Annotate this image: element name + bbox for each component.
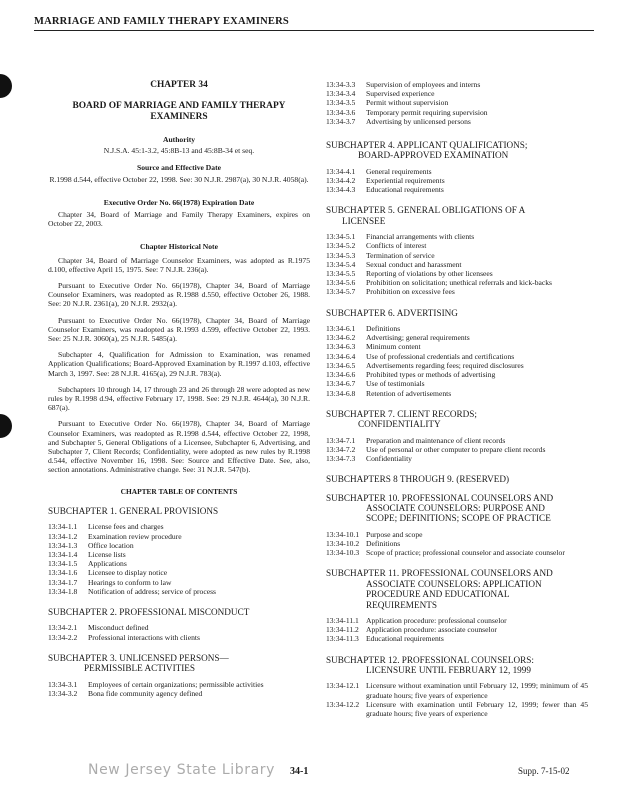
toc-item[interactable]: 13:34-1.3 Office location [48,540,134,550]
subchapter-12-title: SUBCHAPTER 12. PROFESSIONAL COUNSELORS: LICENSURE UNTIL FEBRUARY 12, 1999 [326,654,534,675]
toc-item[interactable]: 13:34-6.3 Minimum content [326,342,421,352]
toc-item[interactable]: 13:34-3.1 Employees of certain organizations; permissible activities [48,679,264,689]
toc-item[interactable]: 13:34-6.6 Prohibited types or methods of advertising [326,370,496,380]
right-column [326,80,588,729]
subchapter-5-list [326,232,588,296]
subchapter-11-list [326,616,588,644]
chapter-title: CHAPTER 34 [150,80,208,90]
subchapter-2-list [48,623,310,641]
subchapter-6-title: SUBCHAPTER 6. ADVERTISING [326,307,458,318]
toc-item[interactable]: 13:34-7.3 Confidentiality [326,453,412,463]
subchapter-5-title: SUBCHAPTER 5. GENERAL OBLIGATIONS OF A LICENSEE [326,205,526,226]
history-paragraph: Pursuant to Executive Order No. 66(1978), Chapter 34, Board of Marriage Counselor Examiners, was readopted as R.1998 d.544, effective October 22, 1998, and Subchapter 5, General Obligations of a Licensee, Subchapter 6, Advertising, and Subchapter 7, Client Records; Confidentiality, were adopted as new rules by R.1998 d.544, effective November 16, 1998. See: Source and Effective Date. See, also, section annotations. Administrative change. See: 31 N.J.R. 547(b). [48,419,310,475]
subchapter-3-continued-list [326,80,588,126]
toc-item[interactable]: 13:34-3.4 Supervised experience [326,89,435,99]
thumb-tab-mark [0,74,12,98]
toc-item[interactable]: 13:34-6.2 Advertising; general requirements [326,333,470,343]
toc-item[interactable]: 13:34-4.1 General requirements [326,166,432,176]
subchapter-1-list [48,522,310,596]
toc-item[interactable]: 13:34-6.5 Advertisements regarding fees; required disclosures [326,360,524,370]
toc-item[interactable]: 13:34-5.2 Conflicts of interest [326,241,427,251]
toc-item[interactable]: 13:34-5.7 Prohibition on excessive fees [326,287,455,297]
eo-text: Chapter 34, Board of Marriage and Family Therapy Examiners, expires on October 22, 2003. [48,210,310,229]
history-paragraph: Subchapters 10 through 14, 17 through 23 and 26 through 28 were adopted as new rules by R.1998 d.94, effective February 17, 1998. See: 29 N.J.R. 4644(a), 30 N.J.R. 687(a). [48,384,310,413]
supplement-date: Supp. 7-15-02 [518,766,570,776]
toc-item[interactable]: 13:34-6.4 Use of professional credentials and certifications [326,351,515,361]
toc-item[interactable]: 13:34-12.2 Licensure with examination until February 12, 1999; fewer than 45 graduate hours; five years of experience [326,699,588,719]
toc-item[interactable]: 13:34-5.4 Sexual conduct and harassment [326,259,462,269]
toc-item[interactable]: 13:34-6.8 Retention of advertisements [326,388,452,398]
toc-heading: CHAPTER TABLE OF CONTENTS [120,486,238,496]
history-notes [48,256,310,475]
source-text: R.1998 d.544, effective October 22, 1998. See: 30 N.J.R. 2987(a), 30 N.J.R. 4058(a). [49,174,309,184]
library-watermark: New Jersey State Library [88,762,275,778]
subchapter-1-title: SUBCHAPTER 1. GENERAL PROVISIONS [48,505,219,516]
toc-item[interactable]: 13:34-2.2 Professional interactions with clients [48,632,200,642]
toc-item[interactable]: 13:34-3.5 Permit without supervision [326,98,449,108]
toc-item[interactable]: 13:34-11.3 Educational requirements [326,634,444,644]
toc-item[interactable]: 13:34-1.1 License fees and charges [48,522,164,532]
toc-item[interactable]: 13:34-5.5 Reporting of violations by other licensees [326,269,493,279]
toc-item[interactable]: 13:34-7.1 Preparation and maintenance of client records [326,435,506,445]
board-title: BOARD OF MARRIAGE AND FAMILY THERAPY EXAMINERS [72,101,286,122]
subchapter-4-list [326,167,588,195]
toc-item[interactable]: 13:34-5.3 Termination of service [326,250,435,260]
thumb-tab-mark [0,414,12,438]
toc-item[interactable]: 13:34-3.6 Temporary permit requiring supervision [326,107,488,117]
subchapter-12-list [326,681,588,718]
toc-item[interactable]: 13:34-1.7 Hearings to conform to law [48,577,172,587]
subchapter-2-title: SUBCHAPTER 2. PROFESSIONAL MISCONDUCT [48,606,250,617]
toc-item[interactable]: 13:34-1.5 Applications [48,559,127,569]
subchapter-4-title: SUBCHAPTER 4. APPLICANT QUALIFICATIONS; BOARD-APPROVED EXAMINATION [326,140,528,161]
toc-item[interactable]: 13:34-1.8 Notification of address; service of process [48,586,216,596]
toc-item[interactable]: 13:34-12.1 Licensure without examination until February 12, 1999; minimum of 45 graduate hours; five years of experience [326,681,588,700]
toc-item[interactable]: 13:34-1.6 Licensee to display notice [48,568,168,578]
toc-item[interactable]: 13:34-6.1 Definitions [326,324,401,334]
left-column [48,80,310,709]
subchapter-10-list [326,530,588,558]
toc-item[interactable]: 13:34-3.2 Bona fide community agency defined [48,688,203,698]
eo-heading: Executive Order No. 66(1978) Expiration Date [103,197,255,207]
subchapter-11-title: SUBCHAPTER 11. PROFESSIONAL COUNSELORS AND ASSOCIATE COUNSELORS: APPLICATION PROCEDURE AND EDUCATIONAL REQUIREMENTS [326,568,553,610]
toc-item[interactable]: 13:34-5.1 Financial arrangements with clients [326,232,475,242]
toc-item[interactable]: 13:34-4.2 Experiential requirements [326,176,445,186]
toc-item[interactable]: 13:34-6.7 Use of testimonials [326,379,425,389]
history-heading: Chapter Historical Note [140,242,218,252]
toc-item[interactable]: 13:34-3.3 Supervision of employees and interns [326,80,481,89]
subchapter-7-title: SUBCHAPTER 7. CLIENT RECORDS; CONFIDENTIALITY [326,408,477,430]
source-heading: Source and Effective Date [136,163,221,173]
history-paragraph: Pursuant to Executive Order No. 66(1978), Chapter 34, Board of Marriage Counselor Examiners, was readopted as R.1988 d.550, effective October 26, 1988. See: 20 N.J.R. 2361(a), 20 N.J.R. 2932(a). [48,281,310,309]
toc-item[interactable]: 13:34-4.3 Educational requirements [326,185,444,195]
toc-item[interactable]: 13:34-1.2 Examination review procedure [48,531,182,541]
toc-item[interactable]: 13:34-11.2 Application procedure: associate counselor [326,625,497,635]
toc-item[interactable]: 13:34-1.4 License lists [48,549,126,559]
running-head: MARRIAGE AND FAMILY THERAPY EXAMINERS [34,16,289,27]
toc-item[interactable]: 13:34-10.1 Purpose and scope [326,529,423,539]
subchapter-3-title: SUBCHAPTER 3. UNLICENSED PERSONS— PERMISSIBLE ACTIVITIES [48,652,229,674]
history-paragraph: Subchapter 4, Qualification for Admission to Examination, was renamed Application Qualifications; Board-Approved Examination by R.1997 d.103, effective March 3, 1997. See: 28 N.J.R. 4165(a), 29 N.J.R. 783(a). [48,350,310,378]
toc-item[interactable]: 13:34-7.2 Use of personal or other computer to prepare client records [326,444,546,454]
subchapter-10-title: SUBCHAPTER 10. PROFESSIONAL COUNSELORS AND ASSOCIATE COUNSELORS: PURPOSE AND SCOPE; DEFINITIONS; SCOPE OF PRACTICE [326,492,554,524]
page-number: 34-1 [290,766,309,777]
history-paragraph: Pursuant to Executive Order No. 66(1978), Chapter 34, Board of Marriage Counselor Examiners, was readopted as R.1993 d.599, effective October 22, 1993. See: 25 N.J.R. 3060(a), 25 N.J.R. 5485(a). [48,315,310,344]
header-rule [34,30,594,31]
toc-item[interactable]: 13:34-10.2 Definitions [326,538,401,548]
toc-item[interactable]: 13:34-5.6 Prohibition on solicitation; unethical referrals and kick-backs [326,278,552,288]
subchapters-8-9-title: SUBCHAPTERS 8 THROUGH 9. (RESERVED) [326,474,510,485]
subchapter-3-list [48,680,310,698]
authority-text: N.J.S.A. 45:1-3.2, 45:8B-13 and 45:8B-34 et seq. [103,146,255,156]
toc-item[interactable]: 13:34-11.1 Application procedure: professional counselor [326,615,507,625]
subchapter-6-list [326,324,588,398]
toc-item[interactable]: 13:34-10.3 Scope of practice; professional counselor and associate counselor [326,548,565,558]
history-paragraph: Chapter 34, Board of Marriage Counselor Examiners, was adopted as R.1975 d.100, effective April 15, 1975. See: 7 N.J.R. 236(a). [48,255,310,274]
authority-heading: Authority [162,135,196,144]
toc-item[interactable]: 13:34-3.7 Advertising by unlicensed persons [326,116,471,126]
toc-item[interactable]: 13:34-2.1 Misconduct defined [48,623,149,633]
subchapter-7-list [326,436,588,464]
